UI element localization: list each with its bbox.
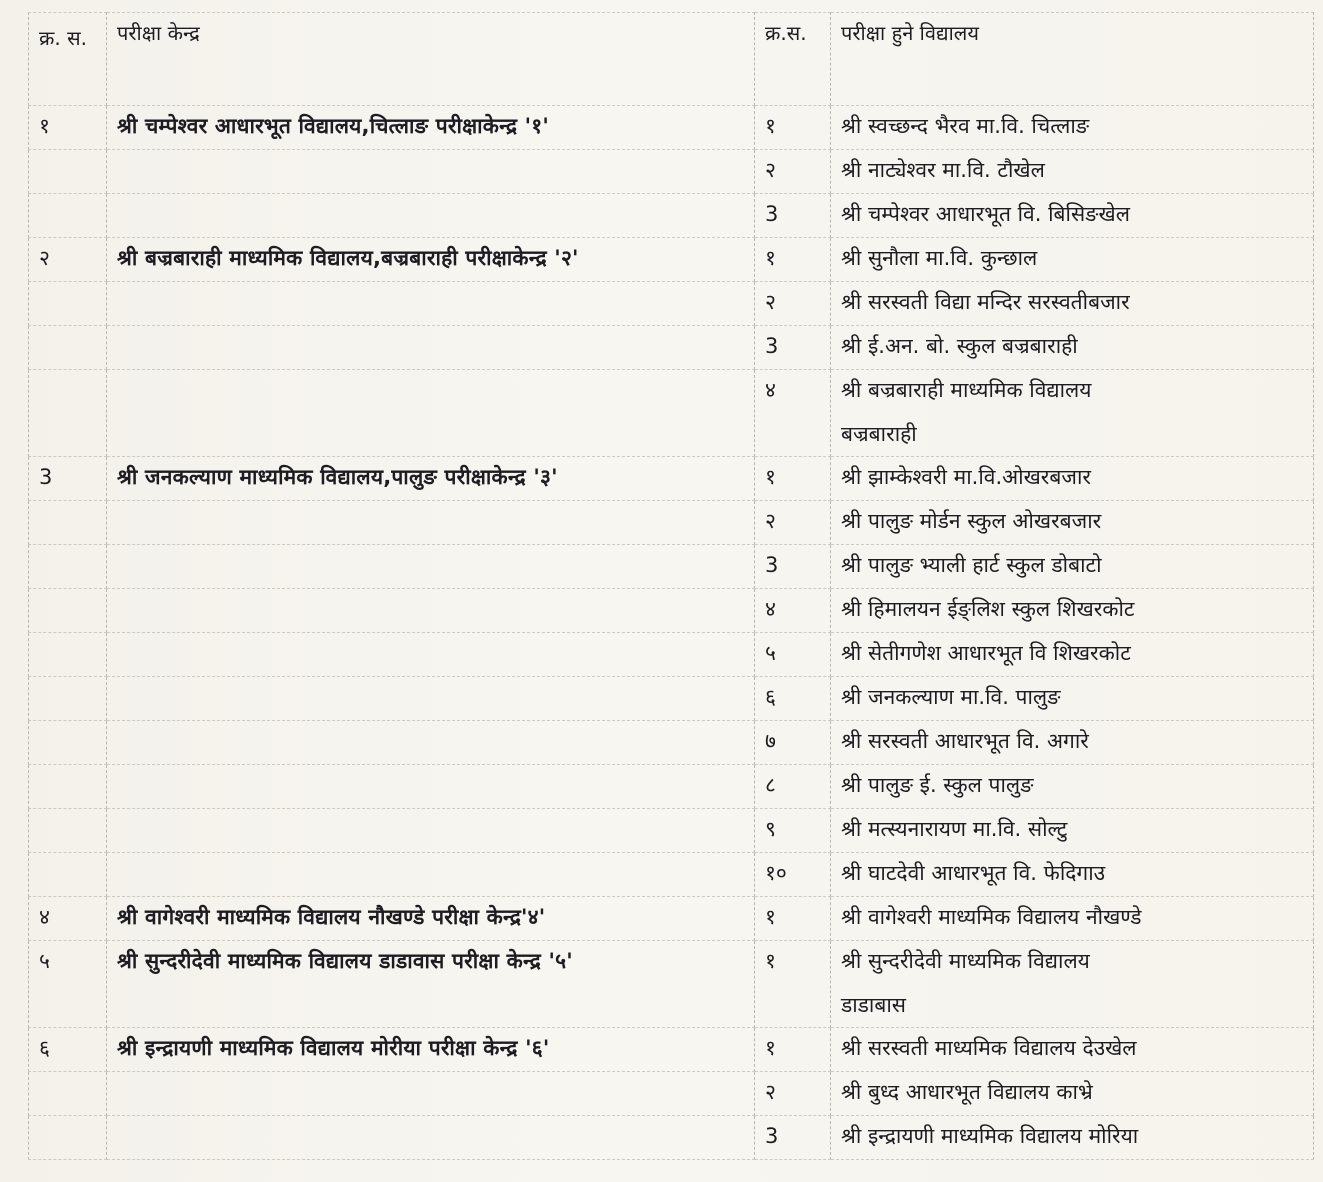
school-name-cell [831,326,1314,370]
school-name-cell [831,501,1314,545]
school-name-continued: बज्रबाराही [841,422,917,446]
school-name: श्री पालुङ मोर्डन स्कुल ओखरबजार [841,509,1102,533]
school-name: श्री सरस्वती विद्या मन्दिर सरस्वतीबजार [841,290,1130,314]
center-serial: १ [29,106,107,150]
table-row [29,501,1314,545]
table-row [29,1072,1314,1116]
table-row [29,370,1314,457]
table-row [29,457,1314,501]
exam-center-name [107,501,755,545]
exam-center-name: श्री सुन्दरीदेवी माध्यमिक विद्यालय डाडावास परीक्षा केन्द्र '५' [107,941,755,1028]
table-row [29,238,1314,282]
header-serial: क्र. स. [29,13,107,106]
center-serial [29,1072,107,1116]
table-row [29,677,1314,721]
exam-center-name [107,1116,755,1160]
table-row [29,194,1314,238]
school-serial: 3 [755,194,831,238]
school-name: श्री बुध्द आधारभूत विद्यालय काभ्रे [841,1080,1093,1104]
center-serial [29,765,107,809]
school-name: श्री इन्द्रायणी माध्यमिक विद्यालय मोरिया [841,1124,1139,1148]
school-serial: 3 [755,545,831,589]
center-serial [29,326,107,370]
table-row [29,1116,1314,1160]
exam-center-name [107,326,755,370]
school-name: श्री घाटदेवी आधारभूत वि. फेदिगाउ [841,861,1106,885]
school-serial: २ [755,150,831,194]
school-serial: १ [755,897,831,941]
school-name-cell [831,589,1314,633]
exam-center-name [107,589,755,633]
exam-center-name [107,677,755,721]
school-name-cell [831,194,1314,238]
school-serial: १ [755,457,831,501]
center-serial [29,677,107,721]
exam-center-name [107,194,755,238]
school-name-cell [831,1072,1314,1116]
school-serial: १ [755,941,831,1028]
center-serial [29,589,107,633]
school-serial: ८ [755,765,831,809]
exam-center-name [107,282,755,326]
table-row [29,897,1314,941]
school-name: श्री ई.अन. बो. स्कुल बज्रबाराही [841,334,1078,358]
school-serial: २ [755,1072,831,1116]
school-name: श्री नाट्येश्वर मा.वि. टौखेल [841,158,1045,182]
school-name-cell [831,238,1314,282]
table-row [29,150,1314,194]
center-serial [29,545,107,589]
school-name: श्री वागेश्वरी माध्यमिक विद्यालय नौखण्डे [841,905,1142,929]
center-serial [29,370,107,457]
school-name-cell [831,545,1314,589]
school-name-cell [831,765,1314,809]
school-name: श्री बज्रबाराही माध्यमिक विद्यालय [841,378,1092,402]
table-row [29,809,1314,853]
exam-center-name [107,633,755,677]
school-serial: ४ [755,370,831,457]
exam-center-name: श्री बज्रबाराही माध्यमिक विद्यालय,बज्रबाराही परीक्षाकेन्द्र '२' [107,238,755,282]
exam-center-name [107,1072,755,1116]
center-serial [29,633,107,677]
school-name: श्री सेतीगणेश आधारभूत वि शिखरकोट [841,641,1131,665]
center-serial [29,853,107,897]
exam-center-name [107,370,755,457]
center-serial: ५ [29,941,107,1028]
school-name: श्री हिमालयन ईङ्लिश स्कुल शिखरकोट [841,597,1135,621]
school-name: श्री जनकल्याण मा.वि. पालुङ [841,685,1061,709]
exam-center-name [107,809,755,853]
center-serial: 3 [29,457,107,501]
table-row [29,589,1314,633]
school-serial: ७ [755,721,831,765]
school-name-cell [831,106,1314,150]
school-name: श्री पालुङ भ्याली हार्ट स्कुल डोबाटो [841,553,1102,577]
center-serial: २ [29,238,107,282]
exam-center-name [107,721,755,765]
school-name-cell [831,457,1314,501]
school-name: श्री स्वच्छन्द भैरव मा.वि. चित्लाङ [841,114,1090,138]
center-serial [29,194,107,238]
table-row [29,721,1314,765]
exam-center-name [107,545,755,589]
school-name-cell [831,370,1314,457]
center-serial [29,150,107,194]
table-row [29,941,1314,1028]
school-name: श्री सरस्वती आधारभूत वि. अगारे [841,729,1089,753]
school-serial: १ [755,106,831,150]
school-name-cell [831,721,1314,765]
school-name-continued: डाडाबास [841,993,906,1017]
school-serial: १० [755,853,831,897]
school-serial: २ [755,282,831,326]
school-name-cell [831,853,1314,897]
exam-center-name [107,150,755,194]
school-name-cell [831,809,1314,853]
exam-center-name: श्री जनकल्याण माध्यमिक विद्यालय,पालुङ परीक्षाकेन्द्र '३' [107,457,755,501]
school-name-cell [831,150,1314,194]
school-name-cell [831,1116,1314,1160]
exam-center-name [107,853,755,897]
school-name: श्री सुन्दरीदेवी माध्यमिक विद्यालय [841,949,1090,973]
header-center: परीक्षा केन्द्र [107,13,755,106]
school-name-cell [831,677,1314,721]
table-row [29,106,1314,150]
table-row [29,545,1314,589]
school-serial: 3 [755,326,831,370]
table-row [29,633,1314,677]
school-serial: ६ [755,677,831,721]
school-name-cell [831,633,1314,677]
school-serial: ४ [755,589,831,633]
center-serial [29,501,107,545]
school-name: श्री पालुङ ई. स्कुल पालुङ [841,773,1034,797]
exam-center-name: श्री चम्पेश्वर आधारभूत विद्यालय,चित्लाङ परीक्षाकेन्द्र '१' [107,106,755,150]
school-serial: १ [755,238,831,282]
school-name: श्री सुनौला मा.वि. कुन्छाल [841,246,1038,270]
center-serial [29,1116,107,1160]
center-serial [29,809,107,853]
school-name-cell [831,1028,1314,1072]
table-row [29,1028,1314,1072]
school-name: श्री सरस्वती माध्यमिक विद्यालय देउखेल [841,1036,1137,1060]
school-name: श्री मत्स्यनारायण मा.वि. सोल्टु [841,817,1068,841]
school-serial: 3 [755,1116,831,1160]
exam-center-table [28,12,1314,1160]
center-serial: ६ [29,1028,107,1072]
school-name-cell [831,282,1314,326]
header-school-serial: क्र.स. [755,13,831,106]
exam-center-name: श्री इन्द्रायणी माध्यमिक विद्यालय मोरीया परीक्षा केन्द्र '६' [107,1028,755,1072]
center-serial [29,721,107,765]
table-row [29,853,1314,897]
center-serial [29,282,107,326]
table-row [29,765,1314,809]
center-serial: ४ [29,897,107,941]
school-serial: १ [755,1028,831,1072]
school-serial: ९ [755,809,831,853]
school-serial: २ [755,501,831,545]
table-row [29,282,1314,326]
school-name-cell [831,941,1314,1028]
table-row [29,326,1314,370]
header-school: परीक्षा हुने विद्यालय [831,13,1314,106]
exam-center-name [107,765,755,809]
table-header-row [29,13,1314,106]
school-serial: ५ [755,633,831,677]
school-name: श्री झाम्केश्वरी मा.वि.ओखरबजार [841,465,1091,489]
exam-center-name: श्री वागेश्वरी माध्यमिक विद्यालय नौखण्डे परीक्षा केन्द्र'४' [107,897,755,941]
school-name: श्री चम्पेश्वर आधारभूत वि. बिसिङखेल [841,202,1130,226]
school-name-cell [831,897,1314,941]
